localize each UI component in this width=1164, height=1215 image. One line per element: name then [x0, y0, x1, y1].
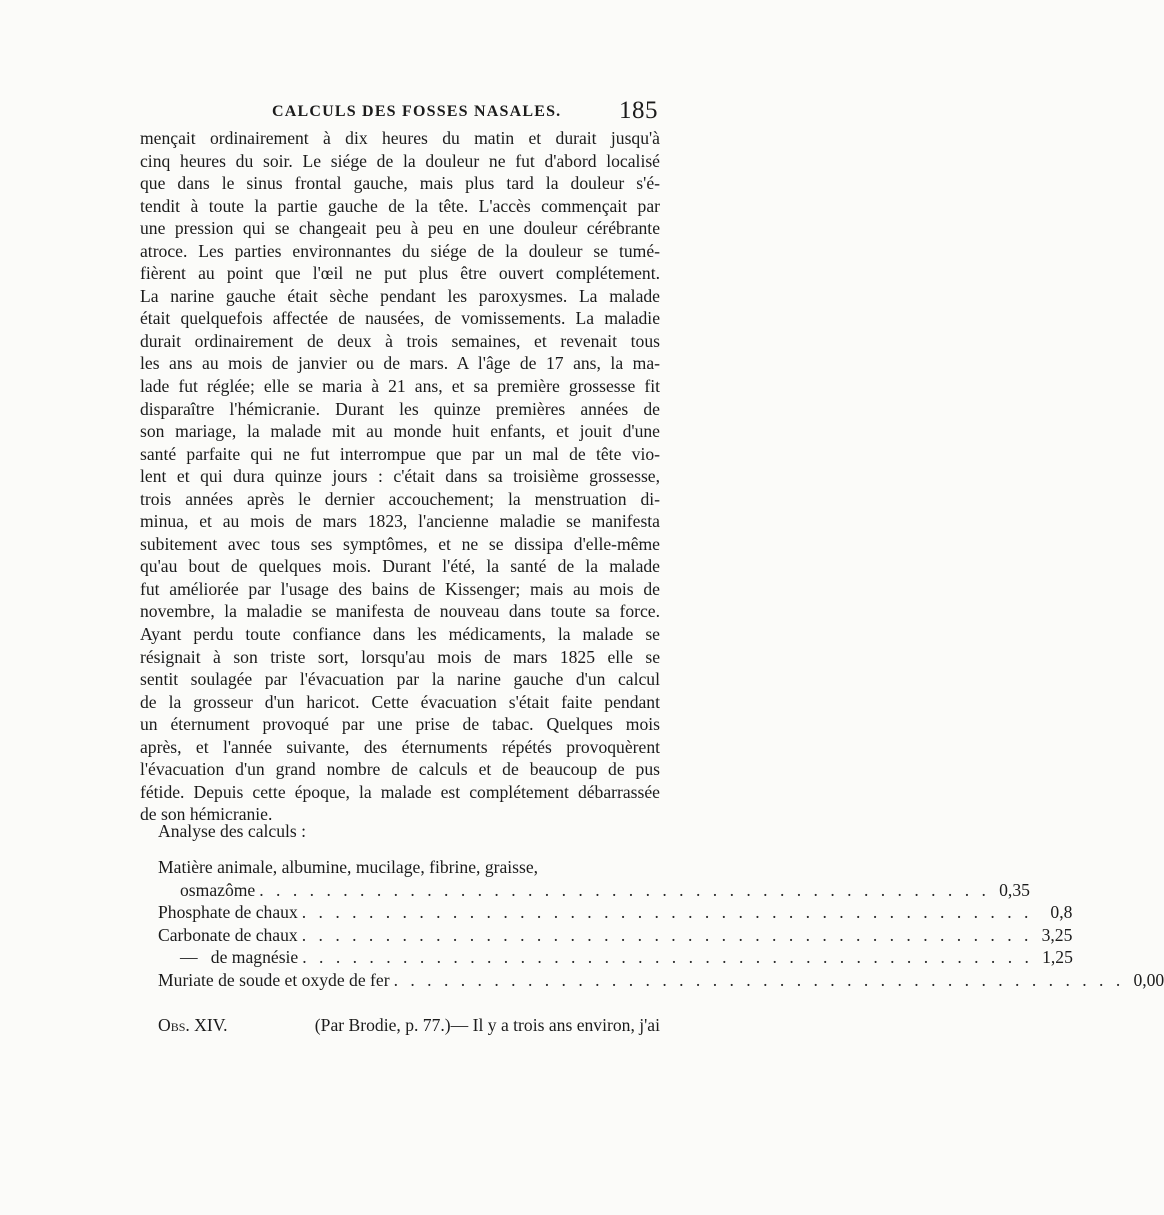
text-line: de son hémicranie. — [140, 804, 273, 825]
text-line: subitement avec tous ses symptômes, et ne se dissipa d'elle-même — [140, 533, 660, 554]
text-line: les ans au mois de janvier ou de mars. A l'âge de 17 ans, la ma- — [140, 353, 660, 374]
text-line: lent et qui dura quinze jours : c'était dans sa troisième grossesse, — [140, 466, 660, 487]
text-line: mençait ordinairement à dix heures du matin et durait jusqu'à — [140, 128, 660, 148]
text-line: cinq heures du soir. Le siége de la douleur ne fut d'abord localisé — [140, 150, 660, 171]
analysis-heading: Matière animale, albumine, mucilage, fibrine, graisse, — [158, 857, 539, 877]
analysis-label: Carbonate de chaux — [158, 924, 298, 945]
text-line: un éternument provoqué par une prise de tabac. Quelques mois — [140, 714, 660, 735]
text-line: après, et l'année suivante, des éternuments répétés provoquèrent — [140, 736, 660, 757]
analysis-row — [158, 924, 1073, 947]
analysis-row — [158, 969, 1164, 992]
text-line: fièrent au point que l'œil ne put plus être ouvert complétement. — [140, 263, 660, 284]
text-line: atroce. Les parties environnantes du siége de la douleur se tumé- — [140, 240, 660, 261]
analysis-value: 0,00 — [1133, 969, 1164, 990]
text-line: fut améliorée par l'usage des bains de Kissenger; mais au mois de — [140, 578, 660, 599]
text-line: l'évacuation d'un grand nombre de calculs et de beaucoup de pus — [140, 759, 660, 780]
running-title: CALCULS DES FOSSES NASALES. — [272, 103, 562, 120]
text-line: trois années après le dernier accouchement; la menstruation di- — [140, 488, 660, 509]
text-line: résignait à son triste sort, lorsqu'au mois de mars 1825 elle se — [140, 646, 660, 667]
text-line: qu'au bout de quelques mois. Durant l'été, la santé de la malade — [140, 556, 660, 577]
text-line: santé parfaite qui ne fut interrompue que par un mal de tête vio- — [140, 443, 660, 464]
analysis-table — [158, 856, 1164, 992]
text-line: lade fut réglée; elle se maria à 21 ans, et sa première grossesse fit — [140, 376, 660, 397]
text-line: fétide. Depuis cette époque, la malade est complétement débarrassée — [140, 781, 660, 802]
text-line: durait ordinairement de deux à trois semaines, et revenait tous — [140, 330, 660, 351]
analysis-label: osmazôme — [180, 879, 256, 900]
body-text — [140, 127, 660, 826]
analysis-intro: Analyse des calculs : — [158, 821, 307, 841]
text-line: que dans le sinus frontal gauche, mais plus tard la douleur s'é- — [140, 173, 660, 194]
analysis-value: 3,25 — [1041, 924, 1073, 945]
text-line: son mariage, la malade mit au monde huit enfants, et jouit d'une — [140, 421, 660, 442]
analysis-label: Phosphate de chaux — [158, 902, 298, 923]
text-line: sentit soulagée par l'évacuation par la narine gauche d'un calcul — [140, 669, 660, 690]
leader-dots: . . . . . . . . . . . . . . . . . . . . . . . . . . . . . . . . . . . . . . . . . . . . — [393, 969, 1125, 990]
page-number: 185 — [619, 97, 658, 124]
observation-label: Obs. XIV. — [158, 1015, 228, 1035]
text-line: minua, et au mois de mars 1823, l'ancienne maladie se manifesta — [140, 511, 660, 532]
leader-dots: . . . . . . . . . . . . . . . . . . . . . . . . . . . . . . . . . . . . . . . . . . . . — [259, 879, 990, 900]
analysis-row — [158, 946, 1073, 969]
text-line: était quelquefois affectée de nausées, de vomissements. La maladie — [140, 308, 660, 329]
leader-dots: . . . . . . . . . . . . . . . . . . . . . . . . . . . . . . . . . . . . . . . . . . . . — [301, 924, 1033, 945]
text-line: novembre, la maladie se manifesta de nouveau dans toute sa force. — [140, 601, 660, 622]
analysis-value: 1,25 — [1042, 947, 1073, 968]
analysis-label: — de magnésie — [180, 947, 299, 968]
observation-line — [158, 1014, 660, 1036]
text-line: Ayant perdu toute confiance dans les médicaments, la malade se — [140, 624, 660, 645]
analysis-value: 0,8 — [1050, 902, 1073, 923]
analysis-label: Muriate de soude et oxyde de fer — [158, 969, 390, 990]
observation-text: (Par Brodie, p. 77.)— Il y a trois ans environ, j'ai — [314, 1015, 660, 1035]
analysis-row — [158, 879, 1030, 902]
text-line: La narine gauche était sèche pendant les paroxysmes. La malade — [140, 285, 660, 306]
text-line: une pression qui se changeait peu à peu en une douleur cérébrante — [140, 218, 660, 239]
text-line: de la grosseur d'un haricot. Cette évacuation s'était faite pendant — [140, 691, 660, 712]
page-header — [140, 97, 660, 127]
leader-dots: . . . . . . . . . . . . . . . . . . . . . . . . . . . . . . . . . . . . . . . . . . . . — [302, 947, 1033, 968]
analysis-value: 0,35 — [999, 879, 1030, 900]
text-line: disparaître l'hémicranie. Durant les quinze premières années de — [140, 398, 660, 419]
analysis-row — [158, 901, 1073, 924]
text-line: tendit à toute la partie gauche de la tête. L'accès commençait par — [140, 195, 660, 216]
leader-dots: . . . . . . . . . . . . . . . . . . . . . . . . . . . . . . . . . . . . . . . . . . . . — [301, 902, 1033, 923]
